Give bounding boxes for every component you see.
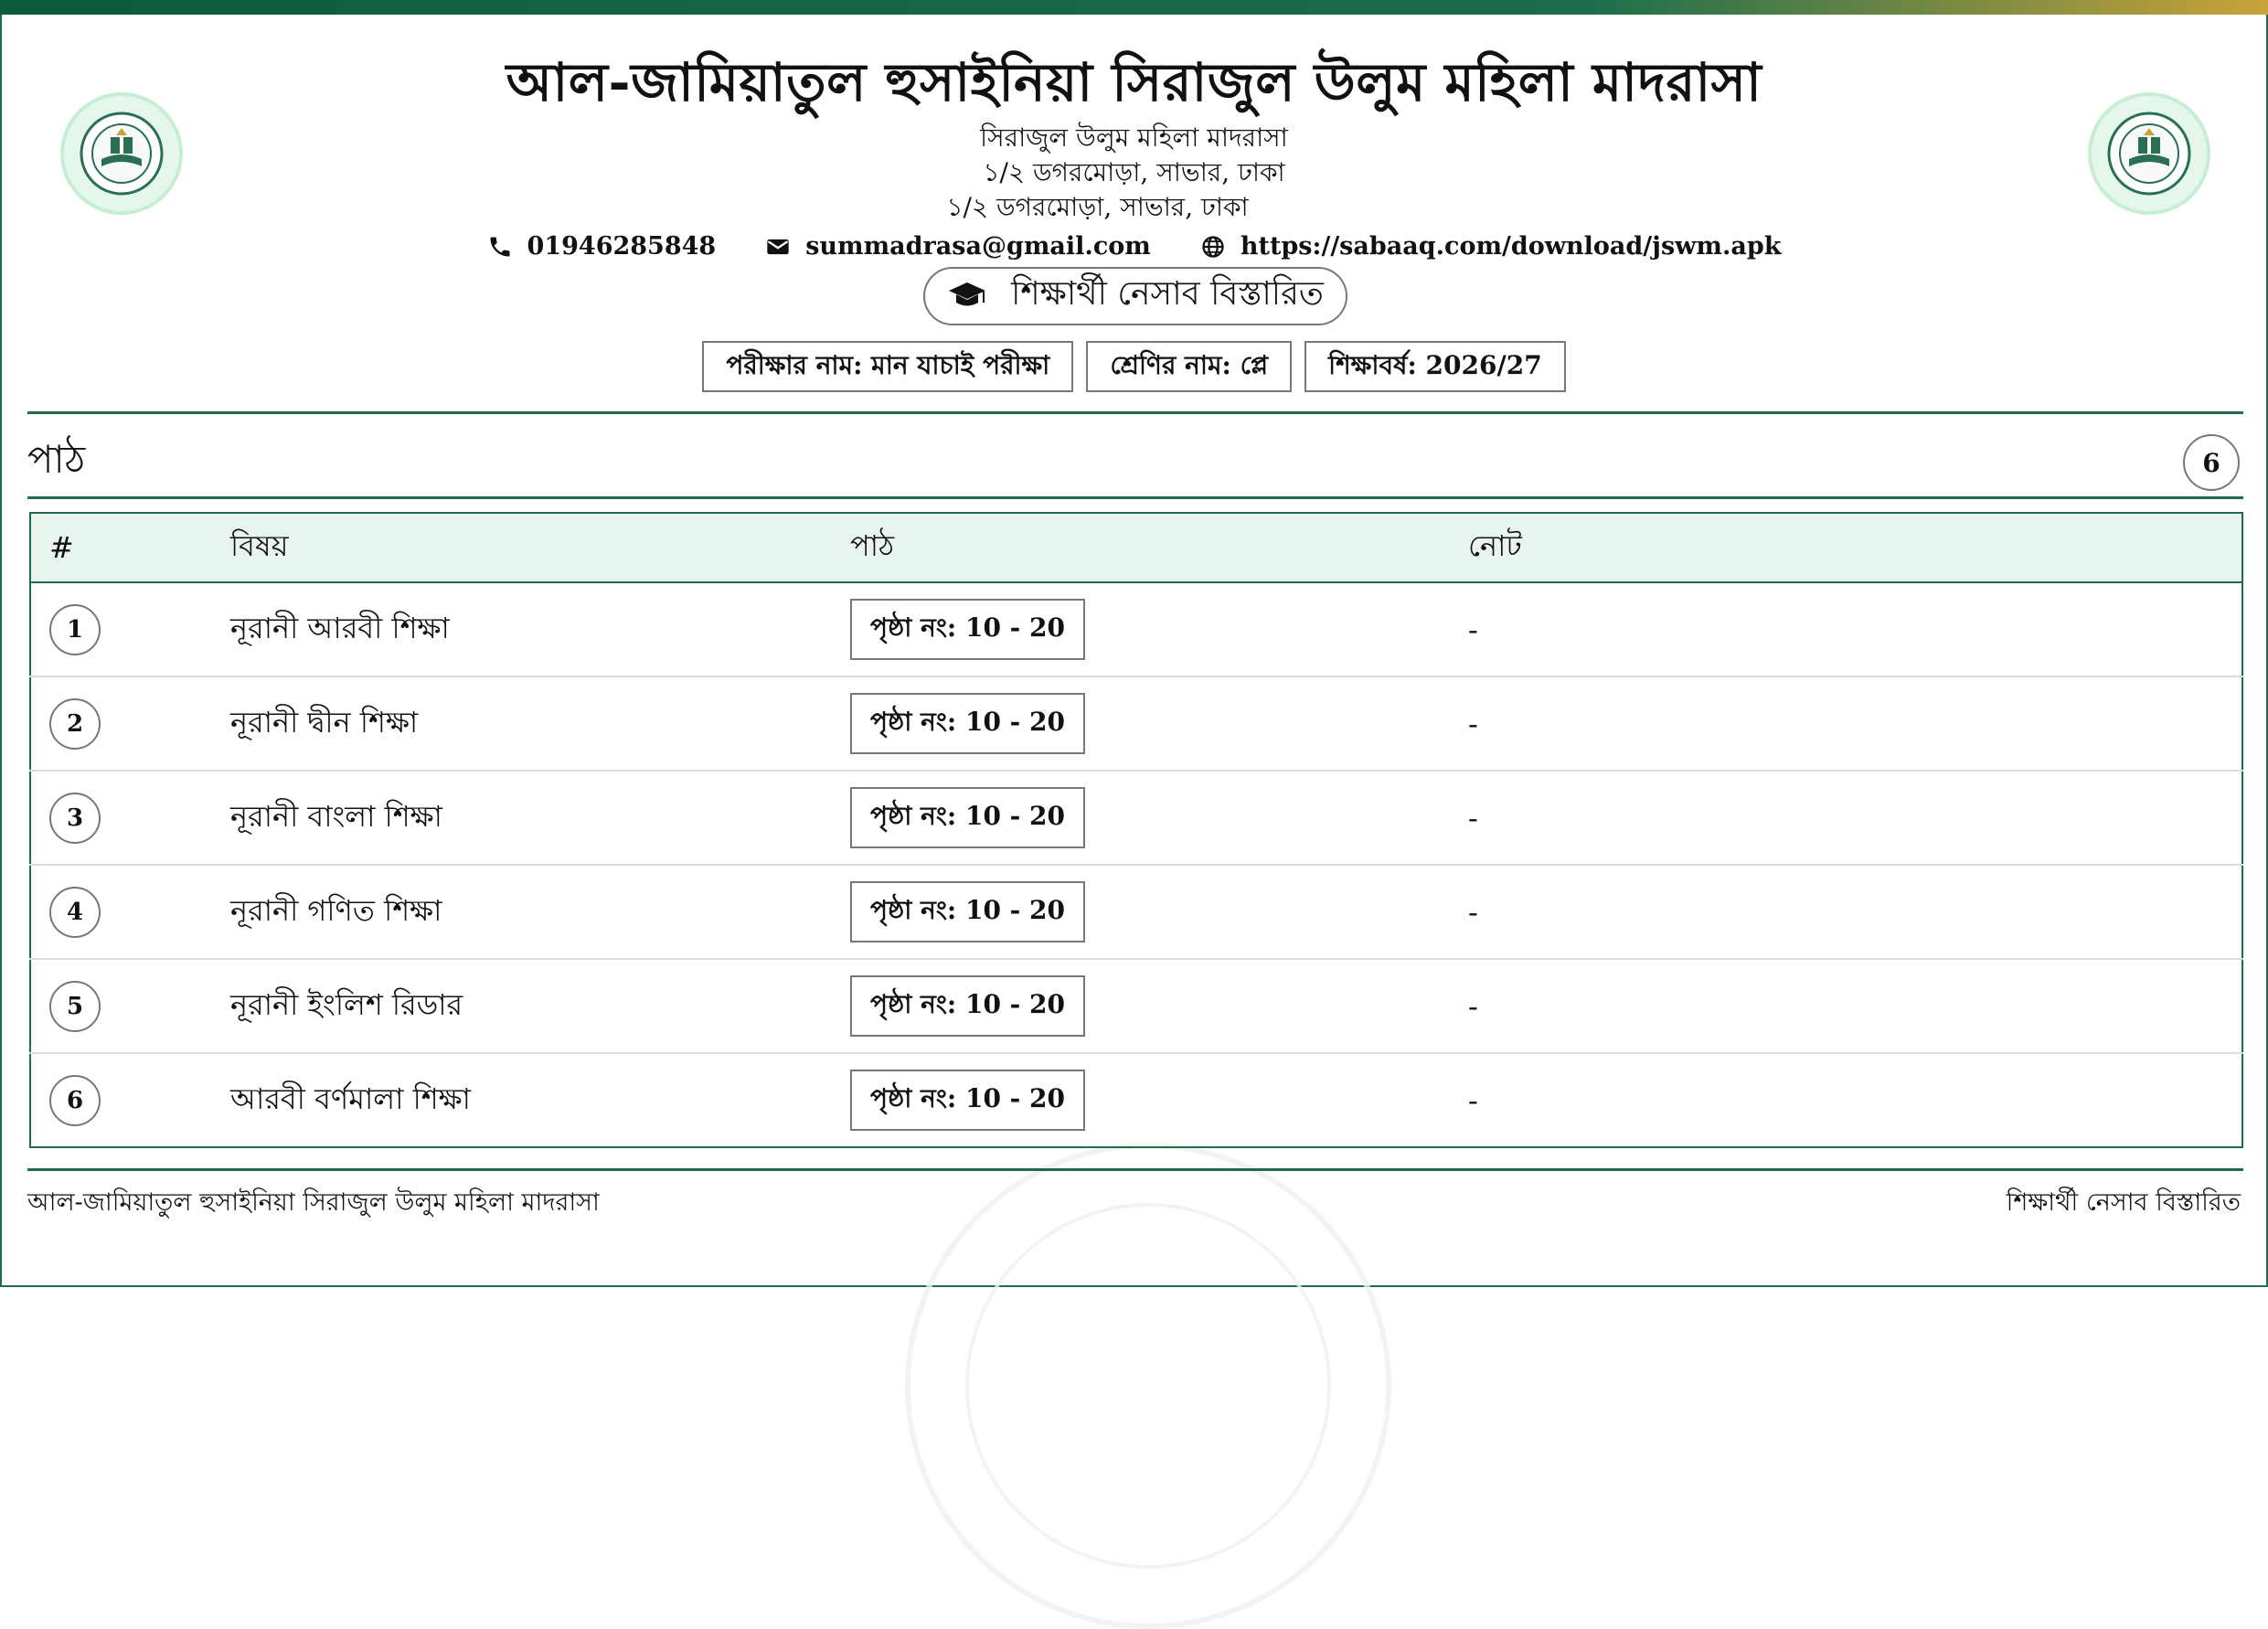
subject-cell: নূরানী আরবী শিক্ষা	[230, 582, 850, 676]
subject-cell: আরবী বর্ণমালা শিক্ষা	[230, 1081, 471, 1116]
lesson-pages: পৃষ্ঠা নং: 10 - 20	[850, 787, 1085, 848]
graduation-cap-icon	[947, 281, 987, 312]
footer-document-type: শিক্ষার্থী নেসাব বিস্তারিত	[2006, 1188, 2241, 1217]
badge-label: শিক্ষার্থী নেসাব বিস্তারিত	[1011, 275, 1324, 313]
subject-cell: নূরানী দ্বীন শিক্ষা	[230, 676, 850, 771]
watermark-logo	[905, 1143, 1391, 1629]
document-type-badge	[923, 267, 1347, 325]
row-number: 1	[49, 604, 101, 655]
envelope-icon	[765, 234, 791, 260]
lesson-count-badge: 6	[2183, 434, 2240, 491]
note-cell: -	[1468, 959, 2242, 1053]
exam-name-box: পরীক্ষার নাম: মান যাচাই পরীক্ষা	[702, 341, 1073, 392]
table-header-row	[30, 513, 2242, 582]
address-line-1: ১/২ ডগরমোড়া, সাভার, ঢাকা	[983, 157, 1285, 187]
row-number: 6	[49, 1075, 101, 1126]
table-row	[30, 582, 2242, 676]
address-line-2: ১/২ ডগরমোড়া, সাভার, ঢাকা	[946, 192, 1249, 222]
website-link[interactable]: https://sabaaq.com/download/jswm.apk	[1240, 232, 1782, 261]
table-row	[30, 1053, 2242, 1147]
email-address: summadrasa@gmail.com	[805, 232, 1151, 261]
lesson-pages: পৃষ্ঠা নং: 10 - 20	[850, 1070, 1085, 1131]
column-header-number: #	[30, 513, 230, 582]
row-number: 5	[49, 981, 101, 1032]
lesson-pages: পৃষ্ঠা নং: 10 - 20	[850, 693, 1085, 754]
info-row	[0, 341, 2268, 392]
row-number: 2	[49, 698, 101, 750]
note-cell: -	[1468, 676, 2242, 771]
note-cell: -	[1468, 865, 2242, 959]
note-cell: -	[1468, 771, 2242, 865]
phone-number: 01946285848	[527, 232, 717, 261]
institution-subtitle: সিরাজুল উলুম মহিলা মাদরাসা	[980, 122, 1288, 153]
row-number: 4	[49, 887, 101, 938]
divider-top	[27, 411, 2243, 414]
note-cell: -	[1468, 582, 2242, 676]
divider-footer	[27, 1168, 2243, 1171]
institution-title: আল-জামিয়াতুল হুসাইনিয়া সিরাজুল উলুম মহিলা মাদরাসা	[506, 51, 1762, 113]
section-title: পাঠ	[27, 437, 86, 482]
top-accent-bar	[0, 0, 2268, 15]
lesson-pages: পৃষ্ঠা নং: 10 - 20	[850, 881, 1085, 942]
table-row	[30, 676, 2242, 771]
class-name-box: শ্রেণির নাম: প্লে	[1086, 341, 1292, 392]
session-box: শিক্ষাবর্ষ: 2026/27	[1304, 341, 1566, 392]
note-cell: -	[1468, 1082, 1478, 1118]
table-row	[30, 959, 2242, 1053]
document-header	[0, 44, 2268, 261]
subject-cell: নূরানী বাংলা শিক্ষা	[230, 771, 850, 865]
column-header-lesson: পাঠ	[850, 513, 1468, 582]
footer-institution: আল-জামিয়াতুল হুসাইনিয়া সিরাজুল উলুম মহিলা মাদরাসা	[27, 1188, 600, 1217]
subject-cell: নূরানী ইংলিশ রিডার	[230, 959, 850, 1053]
table-row	[30, 771, 2242, 865]
lesson-pages: পৃষ্ঠা নং: 10 - 20	[850, 975, 1085, 1037]
phone-icon	[487, 234, 513, 260]
lesson-pages: পৃষ্ঠা নং: 10 - 20	[850, 599, 1085, 660]
column-header-subject: বিষয়	[230, 513, 850, 582]
contact-row	[0, 232, 2268, 261]
row-number: 3	[49, 793, 101, 844]
lessons-table	[29, 512, 2243, 1148]
table-row	[30, 865, 2242, 959]
globe-icon	[1200, 234, 1226, 260]
divider-section	[27, 496, 2243, 499]
subject-cell: নূরানী গণিত শিক্ষা	[230, 865, 850, 959]
column-header-note: নোট	[1468, 513, 2242, 582]
